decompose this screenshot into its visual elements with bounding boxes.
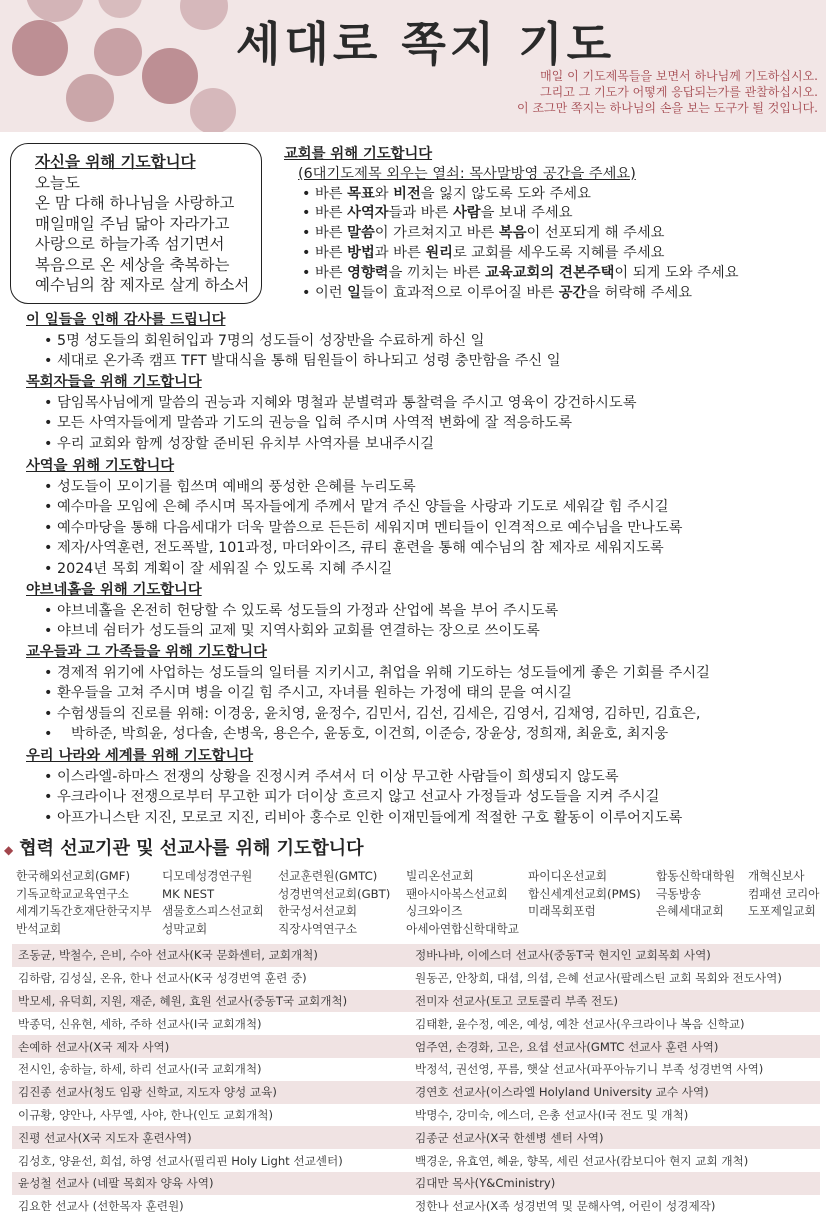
institution-name: 선교훈련원(GMTC) [278, 869, 378, 883]
missionary-entry: 백경운, 유효연, 혜윤, 향목, 세린 선교사(캄보디아 현지 교회 개척) [415, 1153, 749, 1168]
text-fragment: 이 되게 도와 주세요 [614, 264, 739, 281]
text-fragment: 로 교회를 세우도록 지혜를 주세요 [452, 244, 665, 261]
text-fragment: 바른 [315, 185, 348, 202]
decorative-dot [66, 74, 114, 122]
missionary-entry: 박종덕, 신유현, 세하, 주하 선교사(I국 교회개척) [18, 1016, 262, 1031]
institution-name: 도포제일교회 [748, 904, 816, 919]
intro-line: 매일 이 기도제목들을 보면서 하나님께 기도하십시오. [540, 69, 818, 83]
ministry-section [26, 456, 683, 580]
missionary-entry: 정바나바, 이에스더 선교사(중동T국 현지인 교회목회 사역) [415, 948, 711, 963]
table-row [12, 1104, 820, 1127]
partners-heading-text: 협력 선교기관 및 선교사를 위해 기도합니다 [19, 838, 364, 859]
header-banner [0, 0, 826, 132]
table-row [12, 1126, 820, 1149]
institution-name: 싱크와이즈 [406, 904, 463, 919]
text-fragment: 바른 [315, 225, 348, 242]
institution-name: 세계기독간호재단한국지부 [16, 904, 152, 919]
table-row [12, 1081, 820, 1104]
section-heading: 이 일들을 인해 감사를 드립니다 [26, 312, 226, 328]
missionary-entry: 김진종 선교사(청도 임광 신학교, 지도자 양성 교육) [18, 1085, 277, 1100]
decorative-dot [142, 48, 198, 104]
self-line: 매일매일 주님 닮아 자라가고 [35, 214, 230, 233]
table-row [12, 1012, 820, 1035]
church-prayer-item [302, 244, 739, 264]
intro-line: 그리고 그 기도가 어떻게 응답되는가를 관찰하십시오. [540, 85, 818, 99]
missionary-entry: 진평 선교사(X국 지도자 훈련사역) [18, 1130, 192, 1145]
church-prayer-item [302, 264, 739, 284]
missionary-entry: 김하람, 김성실, 온유, 한나 선교사(K국 성경번역 훈련 중) [18, 971, 307, 986]
missionary-entry: 정한나 선교사(X족 성경번역 및 문해사역, 어린이 성경제작) [415, 1199, 716, 1214]
partners-heading [4, 834, 364, 860]
list-item: • 야브네홀을 온전히 헌당할 수 있도록 성도들의 가정과 산업에 복을 부어 주시도록 [44, 601, 558, 622]
list-item: • 모든 사역자들에게 말씀과 기도의 권능을 입혀 주시며 사역적 변화에 잘 적응하도록 [44, 413, 637, 434]
list-item: • 아프가니스탄 지진, 모로코 지진, 리비아 홍수로 인한 이재민들에게 적절한 구호 활동이 이루어지도록 [44, 808, 682, 829]
decorative-dot [26, 0, 84, 22]
institution-name: 개혁신보사 [748, 869, 805, 883]
decorative-dot [94, 28, 142, 76]
diamond-icon: ◆ [4, 843, 14, 857]
text-fragment: 바른 [315, 244, 348, 261]
pastors-section [26, 372, 637, 454]
thanks-section [26, 310, 561, 372]
self-line: 오늘도 [35, 173, 80, 192]
self-heading: 자신을 위해 기도합니다 [35, 153, 196, 171]
list-item: • 담임목사님에게 말씀의 권능과 지혜와 명철과 분별력과 통찰력을 주시고 영육이 강건하시도록 [44, 393, 637, 414]
bold-keyword: 방법 [347, 244, 375, 261]
church-prayer-item [302, 224, 739, 244]
list-item: • 우리 교회와 함께 성장할 준비된 유치부 사역자를 보내주시길 [44, 434, 637, 455]
church-section [284, 145, 739, 303]
text-fragment: 을 허락해 주세요 [586, 284, 693, 301]
missionary-entry: 박모세, 유덕희, 지원, 재준, 혜원, 효원 선교사(중동T국 교회개척) [18, 993, 348, 1008]
institution-name: 팬아시아복스선교회 [406, 886, 508, 901]
list-item: • 2024년 목회 계획이 잘 세워질 수 있도록 지혜 주시길 [44, 559, 683, 580]
institution-name: 미래목회포럼 [528, 904, 596, 919]
institution-row [16, 886, 820, 904]
missionary-entry: 박명수, 강미숙, 에스더, 은총 선교사(I국 전도 및 개척) [415, 1107, 689, 1122]
institution-name: 합동신학대학원 [656, 869, 736, 883]
members-section [26, 642, 710, 745]
text-fragment: 을 끼치는 바른 [388, 264, 486, 281]
missionary-entry: 김대만 목사(Y&Cministry) [415, 1176, 556, 1191]
missionary-entry: 김요한 선교사 (선한목자 훈련원) [18, 1199, 184, 1214]
list-item: • 경제적 위기에 사업하는 성도들의 일터를 지키시고, 취업을 위해 기도하는 성도들에게 좋은 기회를 주시길 [44, 663, 710, 684]
institution-name: 파이디온선교회 [528, 869, 608, 883]
bold-keyword: 복음 [498, 225, 527, 242]
list-item: • 이스라엘-하마스 전쟁의 상황을 진정시켜 주셔서 더 이상 무고한 사람들이 희생되지 않도록 [44, 767, 682, 788]
decorative-dot [190, 88, 236, 132]
church-subtitle: (6대기도제목 외우는 열쇠: 목사말방영 공간을 주세요) [298, 165, 636, 182]
missionary-entry: 전시인, 송하늘, 하세, 하리 선교사(I국 교회개척) [18, 1062, 262, 1077]
text-fragment: 이 가르쳐지고 바른 [374, 225, 499, 242]
bold-keyword: 비전 [393, 185, 421, 202]
missionary-entry: 김종군 선교사(X국 한센병 센터 사역) [415, 1130, 604, 1145]
missionaries-table [12, 944, 820, 1218]
text-fragment: 을 보내 주세요 [480, 205, 573, 222]
missionary-entry: 박정석, 권선영, 푸름, 햇살 선교사(파푸아뉴기니 부족 성경번역 사역) [415, 1062, 764, 1077]
table-row [12, 1058, 820, 1081]
bold-keyword: 말씀 [347, 225, 375, 242]
institution-name: 성경번역선교회(GBT) [278, 886, 391, 901]
institution-row [16, 868, 816, 886]
list-item: • 우크라이나 전쟁으로부터 무고한 피가 더이상 흐르지 않고 선교사 가정들과 성도들을 지켜 주시길 [44, 787, 682, 808]
text-fragment: 이 선포되게 해 주세요 [526, 225, 665, 242]
yavne-hall-section [26, 580, 558, 642]
section-heading: 사역을 위해 기도합니다 [26, 458, 175, 474]
page-title: 세대로 쪽지 기도 [236, 17, 616, 71]
text-fragment: 들이 효과적으로 이루어질 바른 [360, 284, 559, 301]
bold-keyword: 교육교회의 견본주택 [485, 264, 615, 281]
institution-name: 극동방송 [656, 886, 702, 901]
institution-name: 한국해외선교회(GMF) [16, 869, 131, 883]
institution-name: 빌리온선교회 [406, 869, 474, 883]
list-item-continuation: • 박하준, 박희윤, 성다솔, 손병욱, 용은수, 윤동호, 이건희, 이준승, 장윤상, 정희재, 최윤호, 최지웅 [44, 724, 710, 745]
text-fragment: 들과 바른 [388, 205, 453, 222]
institution-name: 직장사역연구소 [278, 921, 358, 936]
institution-name: MK NEST [162, 886, 215, 901]
section-heading: 우리 나라와 세계를 위해 기도합니다 [26, 748, 254, 764]
section-heading: 교우들과 그 가족들을 위해 기도합니다 [26, 644, 267, 660]
decorative-dot [180, 0, 228, 30]
institution-name: 디모데성경연구원 [162, 869, 253, 883]
table-row [12, 944, 820, 967]
bold-keyword: 영향력 [347, 264, 389, 281]
missionary-entry: 윤성철 선교사 (네팔 목회자 양육 사역) [18, 1176, 214, 1191]
institution-name: 아세아연합신학대학교 [406, 921, 519, 936]
text-fragment: 와 [374, 185, 394, 202]
self-line: 사랑으로 하늘가족 섬기면서 [35, 235, 225, 253]
text-fragment: 과 바른 [374, 244, 426, 261]
text-fragment: 바른 [315, 264, 348, 281]
institutions-grid [16, 868, 820, 938]
institution-name: 한국성서선교회 [278, 904, 358, 919]
missionary-entry: 원동곤, 안창희, 대셥, 의셥, 은혜 선교사(팔레스틴 교회 목회와 전도사역) [415, 971, 782, 986]
text-fragment: 바른 [315, 205, 348, 222]
institution-name: 합신세계선교회(PMS) [528, 886, 641, 901]
list-item: • 예수마당을 통해 다음세대가 더욱 말씀으로 든든히 세워지며 멘티들이 인격적으로 예수님을 만나도록 [44, 518, 683, 539]
list-item: • 제자/사역훈련, 전도폭발, 101과정, 마더와이즈, 큐티 훈련을 통해 예수님의 참 제자로 세워지도록 [44, 538, 683, 559]
institution-name [656, 921, 748, 939]
institution-name [528, 921, 656, 939]
list-item: • 5명 성도들의 회원허입과 7명의 성도들이 성장반을 수료하게 하신 일 [44, 331, 561, 352]
text-fragment: 을 잃지 않도록 도와 주세요 [420, 185, 591, 202]
institution-row [16, 903, 816, 921]
intro-line: 이 조그만 쪽지는 하나님의 손을 보는 도구가 될 것입니다. [517, 101, 818, 115]
bold-keyword: 사람 [452, 205, 481, 222]
list-item: • 수험생들의 진로를 위해: 이경웅, 윤치영, 윤정수, 김민서, 김선, 김세은, 김영서, 김채영, 김하민, 김효은, [44, 704, 710, 725]
self-prayer-box [10, 143, 262, 304]
self-line: 복음으로 온 세상을 축복하는 [35, 255, 230, 274]
missionary-entry: 손예하 선교사(X국 제자 사역) [18, 1039, 170, 1054]
decorative-dot [98, 0, 142, 18]
bold-keyword: 원리 [425, 244, 453, 261]
table-row [12, 967, 820, 990]
self-line: 예수님의 참 제자로 살게 하소서 [35, 276, 250, 294]
list-item: • 야브네 쉼터가 성도들의 교제 및 지역사회와 교회를 연결하는 장으로 쓰이도록 [44, 621, 558, 642]
table-row [12, 990, 820, 1013]
institution-name: 반석교회 [16, 921, 62, 936]
institution-name: 샘물호스피스선교회 [162, 904, 264, 919]
section-heading: 야브네홀을 위해 기도합니다 [26, 582, 202, 598]
list-item: • 예수마을 모임에 은혜 주시며 목자들에게 주께서 맡겨 주신 양들을 사랑과 기도로 세워갈 힘 주시길 [44, 497, 683, 518]
list-item: • 세대로 온가족 캠프 TFT 발대식을 통해 팀원들이 하나되고 성령 충만함을 주신 일 [44, 351, 561, 372]
missionary-entry: 김성호, 양윤선, 희섭, 하영 선교사(필리핀 Holy Light 선교센터) [18, 1153, 343, 1168]
intro-text [517, 68, 818, 116]
institution-name: 성막교회 [162, 921, 208, 936]
institution-name [748, 921, 818, 939]
bold-keyword: 목표 [347, 185, 375, 202]
institution-name: 은혜세대교회 [656, 904, 724, 919]
church-prayer-item [302, 185, 739, 205]
church-heading: 교회를 위해 기도합니다 [284, 146, 433, 162]
missionary-entry: 전미자 선교사(토고 코토콜리 부족 전도) [415, 993, 618, 1008]
church-prayer-item [302, 284, 739, 304]
institution-row [16, 921, 816, 939]
table-row [12, 1149, 820, 1172]
missionary-entry: 조동균, 박철수, 은비, 수아 선교사(K국 문화센터, 교회개척) [18, 948, 318, 963]
list-item: • 성도들이 모이기를 힘쓰며 예배의 풍성한 은혜를 누리도록 [44, 477, 683, 498]
section-heading: 목회자들을 위해 기도합니다 [26, 374, 202, 390]
bold-keyword: 공간 [558, 284, 587, 301]
self-line: 온 맘 다해 하나님을 사랑하고 [35, 194, 235, 212]
institution-name: 컴패션 코리아 [748, 886, 820, 901]
nation-world-section [26, 746, 682, 828]
institution-name: 기독교학교교육연구소 [16, 886, 129, 901]
church-list [284, 185, 739, 304]
table-row [12, 1195, 820, 1218]
table-row [12, 1035, 820, 1058]
missionary-entry: 이규황, 양안나, 사무엘, 사야, 한나(인도 교회개척) [18, 1107, 274, 1122]
list-item: • 환우들을 고쳐 주시며 병을 이길 힘 주시고, 자녀를 원하는 가정에 태의 문을 여시길 [44, 683, 710, 704]
bold-keyword: 사역자 [347, 205, 389, 222]
bold-keyword: 일 [347, 284, 361, 301]
decorative-dot [12, 20, 68, 76]
church-prayer-item [302, 204, 739, 224]
missionary-entry: 김태환, 윤수정, 예온, 예성, 예찬 선교사(우크라이나 복음 신학교) [415, 1016, 745, 1031]
text-fragment: 이런 [315, 284, 348, 301]
table-row [12, 1172, 820, 1195]
missionary-entry: 경연호 선교사(이스라엘 Holyland University 교수 사역) [415, 1085, 709, 1100]
missionary-entry: 엄주연, 손경화, 고은, 요셥 선교사(GMTC 선교사 훈련 사역) [415, 1039, 719, 1054]
